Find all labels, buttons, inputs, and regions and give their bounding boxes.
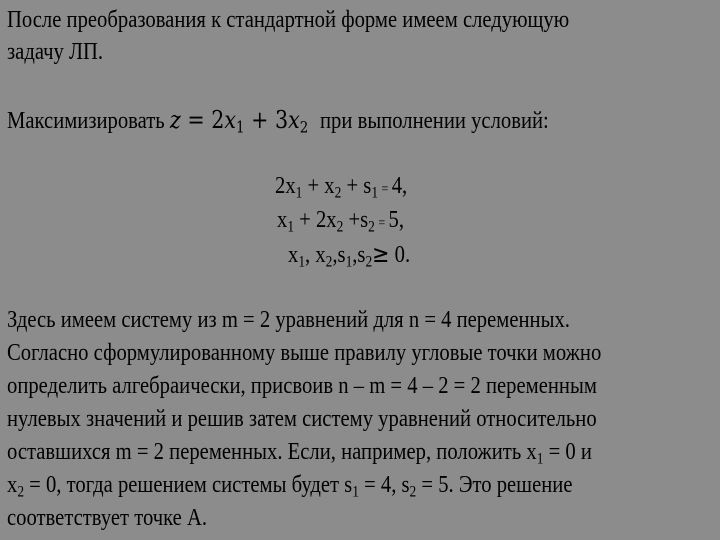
constraint-nonnegativity: $x_1$, $x_2,s_1,s_2\ge 0$. bbox=[288, 240, 411, 271]
objective-formula: $z = 2x_1 + 3x_2$ bbox=[169, 106, 309, 137]
body-line-5: оставшихся m = 2 переменных. Если, например, положить $x_1 = 0$ и bbox=[7, 439, 592, 468]
body-line-2: Согласно сформулированному выше правилу угловые точки можно bbox=[7, 340, 602, 366]
intro-line-2: задачу ЛП. bbox=[7, 39, 104, 65]
objective-prefix: Максимизировать bbox=[7, 108, 165, 134]
constraint-1: $2x_1 + x_2 + s_1 = 4$, bbox=[275, 173, 408, 202]
objective-suffix: при выполнении условий: bbox=[320, 108, 549, 134]
constraint-2: $x_1 + 2x_2 +s_2 = 5$, bbox=[277, 207, 405, 236]
body-line-1: Здесь имеем систему из m = 2 уравнений для n = 4 переменных. bbox=[7, 307, 570, 333]
body-line-6: $x_2 = 0$, тогда решением системы будет $s_1 = 4$, $s_2 = 5$. Это решение bbox=[7, 472, 573, 501]
objective-statement bbox=[7, 106, 549, 135]
body-line-4: нулевых значений и решив затем систему уравнений относительно bbox=[7, 406, 597, 432]
intro-line-1: После преобразования к стандартной форме имеем следующую bbox=[7, 7, 570, 33]
body-line-7: соответствует точке А. bbox=[7, 505, 208, 531]
body-line-3: определить алгебраически, присвоив n – m = 4 – 2 = 2 переменным bbox=[7, 373, 597, 399]
